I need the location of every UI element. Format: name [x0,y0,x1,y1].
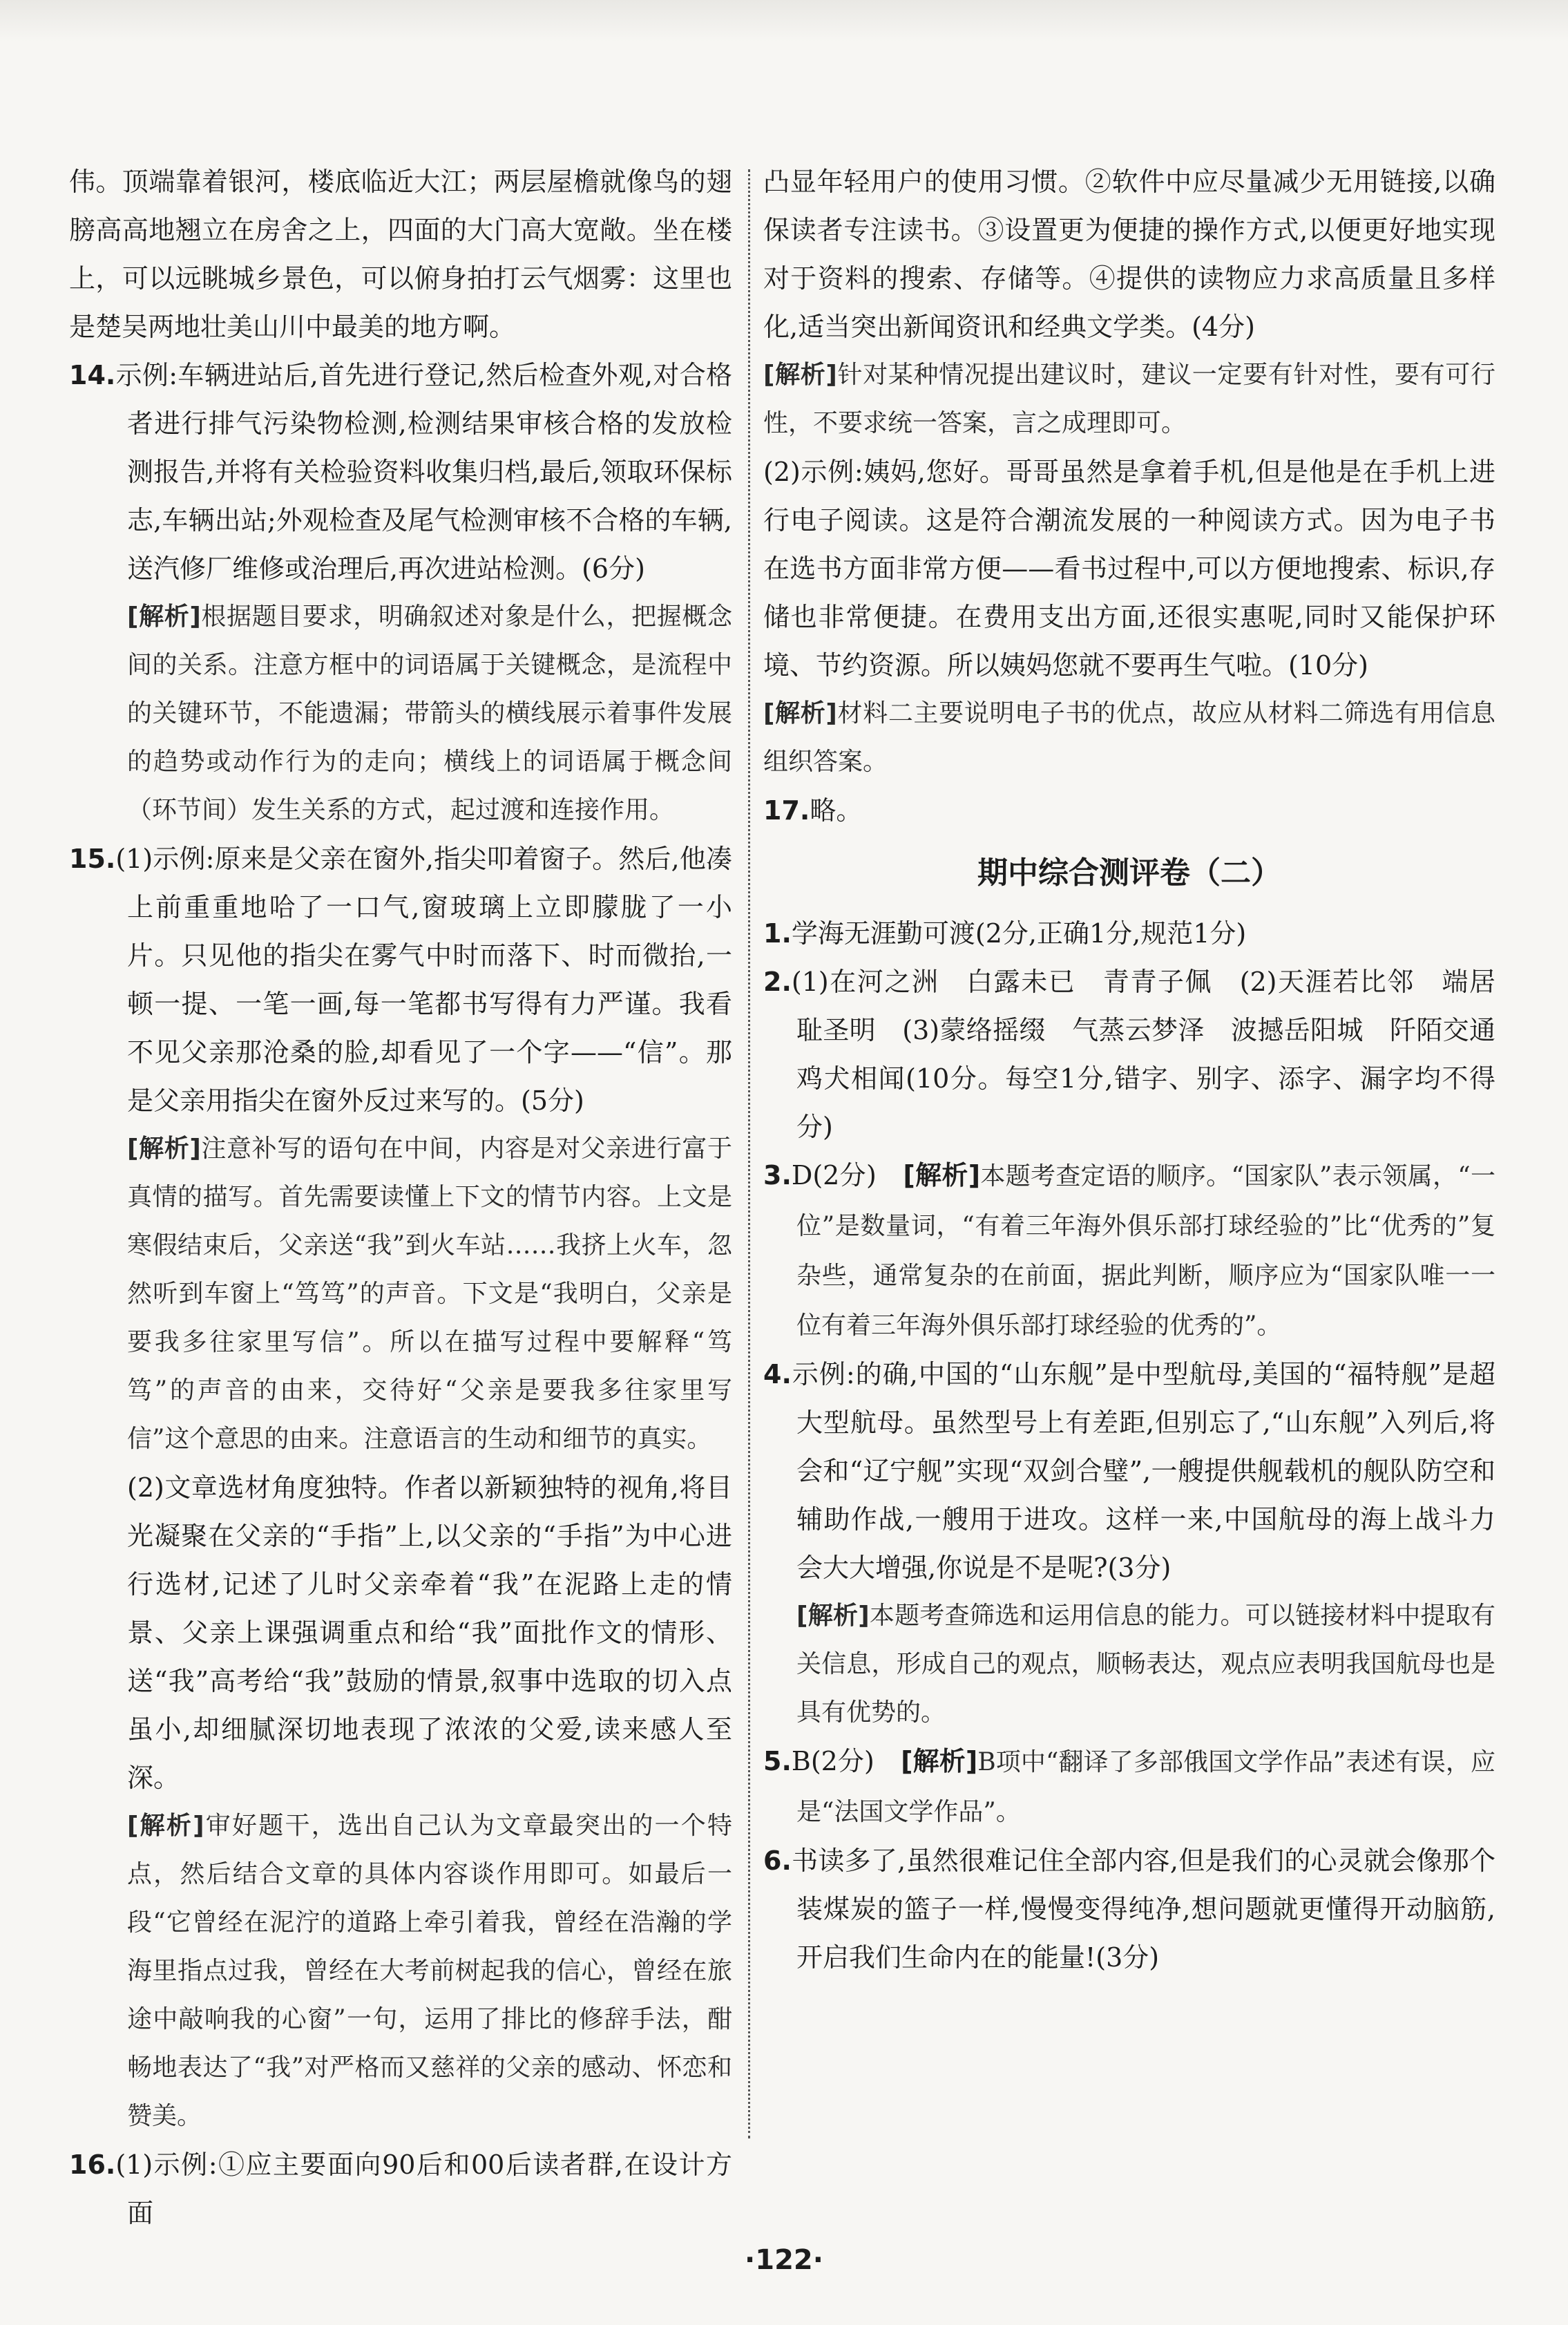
answer-item-3: 3.D(2分) [解析]本题考查定语的顺序。“国家队”表示领属，“一位”是数量词，“有着三年海外俱乐部打球经验的”比“优秀的”复杂些，通常复杂的在前面，据此判断，顺序应为“国家队唯一一位有着三年海外俱乐部打球经验的优秀的”。 [763,1160,1495,1340]
analysis-16-2: [解析]材料二主要说明电子书的优点，故应从材料二筛选有用信息组织答案。 [763,699,1495,776]
answer-14: 14.示例:车辆进站后,首先进行登记,然后检查外观,对合格者进行排气污染物检测,检测结果审核合格的发放检测报告,并将有关检验资料收集归档,最后,领取环保标志,车辆出站;外观检查及尾气检测审核不合格的车辆,送汽修厂维修或治理后,再次进站检测。(6分) [69,360,732,584]
q13-translation-end: 伟。顶端靠着银河，楼底临近大江；两层屋檐就像鸟的翅膀高高地翘立在房舍之上，四面的大门高大宽敞。坐在楼上，可以远眺城乡景色，可以俯身拍打云气烟雾：这里也是楚吴两地壮美山川中最美的地方啊。 [69,167,732,342]
answer-item-1: 1.学海无涯勤可渡(2分,正确1分,规范1分) [763,918,1247,949]
answer-16-start: 16.(1)示例:①应主要面向90后和00后读者群,在设计方面 [69,2150,732,2228]
section-title: 期中综合测评卷（二） [977,855,1281,891]
answer-item-5: 5.B(2分) [解析]B项中“翻译了多部俄国文学作品”表述有误，应是“法国文学作品”。 [763,1746,1495,1826]
right-column [763,158,1522,1982]
answer-15-2: (2)文章选材角度独特。作者以新颖独特的视角,将目光凝聚在父亲的“手指”上,以父亲的“手指”为中心进行选材,记述了儿时父亲牵着“我”在泥路上走的情景、父亲上课强调重点和给“我”面批作文的情形、送“我”高考给“我”鼓励的情景,叙事中选取的切入点虽小,却细腻深切地表现了浓浓的父爱,读来感人至深。 [127,1472,732,1793]
scan-top-shadow [0,0,1568,41]
analysis-14: [解析]根据题目要求，明确叙述对象是什么，把握概念间的关系。注意方框中的词语属于关键概念，是流程中的关键环节，不能遗漏；带箭头的横线展示着事件发展的趋势或动作行为的走向；横线上的词语属于概念间（环节间）发生关系的方式，起过渡和连接作用。 [127,602,732,824]
answer-16-2: (2)示例:姨妈,您好。哥哥虽然是拿着手机,但是他是在手机上进行电子阅读。这是符合潮流发展的一种阅读方式。因为电子书在选书方面非常方便——看书过程中,可以方便地搜索、标识,存储也非常便捷。在费用支出方面,还很实惠呢,同时又能保护环境、节约资源。所以姨妈您就不要再生气啦。(10分) [763,457,1495,681]
analysis-15-1: [解析]注意补写的语句在中间，内容是对父亲进行富于真情的描写。首先需要读懂上下文的情节内容。上文是寒假结束后，父亲送“我”到火车站……我挤上火车，忽然听到车窗上“笃笃”的声音。下文是“我明白，父亲是要我多往家里写信”。所以在描写过程中要解释“笃笃”的声音的由来，交待好“父亲是要我多往家里写信”这个意思的由来。注意语言的生动和细节的真实。 [127,1135,732,1453]
answer-15-1: 15.(1)示例:原来是父亲在窗外,指尖叩着窗子。然后,他凑上前重重地哈了一口气,窗玻璃上立即朦胧了一小片。只见他的指尖在雾气中时而落下、时而微抬,一顿一提、一笔一画,每一笔都书写得有力严谨。我看不见父亲那沧桑的脸,却看见了一个字——“信”。那是父亲用指尖在窗外反过来写的。(5分) [69,844,732,1116]
column-divider [748,169,750,2138]
analysis-15-2: [解析]审好题干，选出自己认为文章最突出的一个特点，然后结合文章的具体内容谈作用即可。如最后一段“它曾经在泥泞的道路上牵引着我，曾经在浩瀚的学海里指点过我，曾经在大考前树起我的信心，曾经在旅途中敲响我的心窗”一句，运用了排比的修辞手法，酣畅地表达了“我”对严格而又慈祥的父亲的感动、怀恋和赞美。 [127,1812,732,2130]
answer-17: 17.略。 [763,795,863,826]
answer-item-4: 4.示例:的确,中国的“山东舰”是中型航母,美国的“福特舰”是超大型航母。虽然型号上有差距,但别忘了,“山东舰”入列后,将会和“辽宁舰”实现“双剑合璧”,一艘提供舰载机的舰队防空和辅助作战,一艘用于进攻。这样一来,中国航母的海上战斗力会大大增强,你说是不是呢?(3分) [763,1359,1495,1583]
page-number: ·122· [745,2244,823,2276]
analysis-item-4: [解析]本题考查筛选和运用信息的能力。可以链接材料中提取有关信息，形成自己的观点，顺畅表达，观点应表明我国航母也是具有优势的。 [796,1602,1495,1727]
answer-item-2: 2.(1)在河之洲 白露未已 青青子佩 (2)天涯若比邻 端居耻圣明 (3)蒙络摇缀 气蒸云梦泽 波撼岳阳城 阡陌交通 鸡犬相闻(10分。每空1分,错字、别字、添字、漏字均不得分) [763,967,1522,1142]
answer-item-6: 6.书读多了,虽然很难记住全部内容,但是我们的心灵就会像那个装煤炭的篮子一样,慢慢变得纯净,想问题就更懂得开动脑筋,开启我们生命内在的能量!(3分) [763,1845,1495,1973]
left-column [69,158,732,2237]
analysis-16-1: [解析]针对某种情况提出建议时，建议一定要有针对性，要有可行性，不要求统一答案，言之成理即可。 [763,361,1495,437]
answer-16-continued: 凸显年轻用户的使用习惯。②软件中应尽量减少无用链接,以确保读者专注读书。③设置更为便捷的操作方式,以便更好地实现对于资料的搜索、存储等。④提供的读物应力求高质量且多样化,适当突出新闻资讯和经典文学类。(4分) [763,167,1495,342]
